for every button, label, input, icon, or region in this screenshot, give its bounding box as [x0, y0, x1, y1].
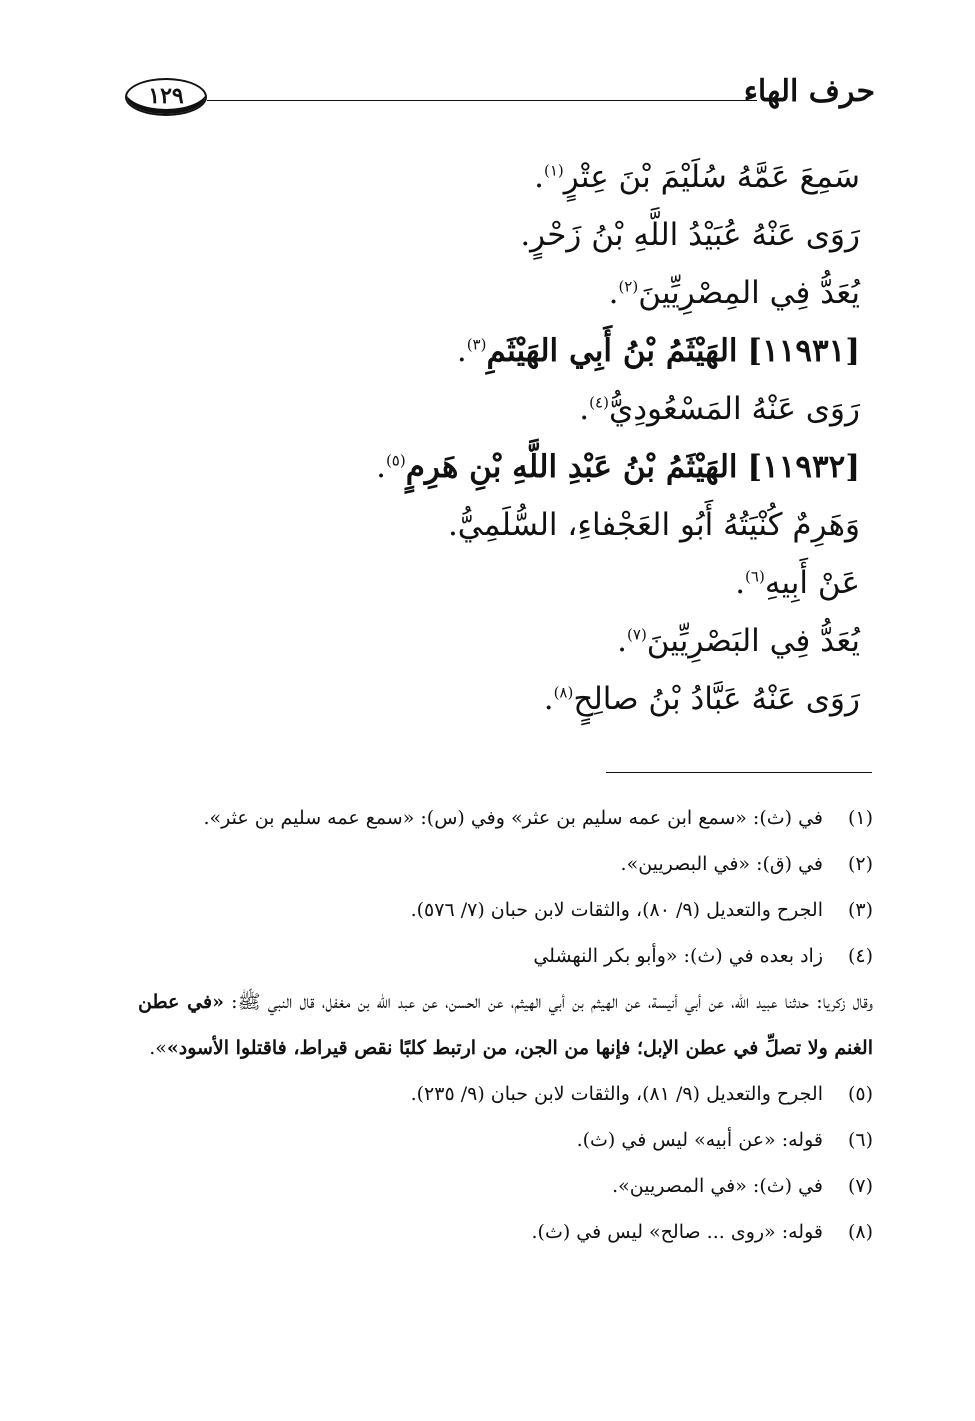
footnote-marker[interactable]: (٣): [466, 335, 487, 354]
text-line: عَنْ أَبِيهِ$^{(٦)}$.: [735, 565, 860, 601]
footnote: [143, 841, 873, 887]
footnote-text: زاد بعده في (ث): «وأبو بكر النهشلي: [533, 945, 823, 967]
footnote: [143, 887, 873, 933]
text-line: وَهَرِمٌ كُنْيَتُهُ أَبُو العَجْفاءِ، السُّلَمِيُّ.: [447, 507, 860, 543]
footnotes: [138, 795, 873, 1255]
entry-number: [١١٩٣٢]: [747, 449, 860, 485]
footnote-marker[interactable]: (٧): [627, 625, 647, 644]
entry-number: [١١٩٣١]: [747, 333, 860, 369]
entry-heading: [١١٩٣٢] الهَيْثَمُ بْنُ عَبْدِ اللَّهِ بْنِ هَرِمٍ$^{(٥)}$.: [376, 449, 860, 485]
footnote: [143, 1117, 873, 1163]
footnote-text: الجرح والتعديل (٩/ ٨٠)، والثقات لابن حبان (٧/ ٥٧٦).: [410, 899, 823, 921]
footnote-text: قوله: «روى ... صالح» ليس في (ث).: [531, 1221, 823, 1243]
text-line: رَوَى عَنْهُ المَسْعُودِيُّ$^{(٤)}$.: [579, 391, 860, 427]
main-text: [120, 148, 860, 728]
footnote-number: (٢): [847, 853, 873, 875]
footnote-number: (٥): [847, 1083, 873, 1105]
footnote-number: (٧): [847, 1175, 873, 1197]
footnote-marker[interactable]: (٦): [745, 567, 765, 586]
footnote: [143, 795, 873, 841]
footnote: [143, 933, 873, 979]
footnote-number: (٤): [847, 945, 873, 967]
footnote-number: (٨): [847, 1221, 873, 1243]
footnote-text: في (ث): «في المصريين».: [612, 1175, 823, 1197]
footnote-text: في (ث): «سمع ابن عمه سليم بن عثر» وفي (س): «سمع عمه سليم بن عثر».: [203, 807, 823, 829]
text-line: يُعَدُّ فِي البَصْرِيِّينَ$^{(٧)}$.: [617, 623, 860, 659]
chapter-title: حرف الهاء: [743, 74, 875, 109]
text-line: يُعَدُّ فِي المِصْرِيِّينَ$^{(٢)}$.: [608, 275, 860, 311]
entry-name: الهَيْثَمُ بْنُ أَبِي الهَيْثَمِ: [486, 333, 738, 369]
text-line: رَوَى عَنْهُ عُبَيْدُ اللَّهِ بْنُ زَحْرٍ.: [520, 217, 860, 253]
entry-heading: [١١٩٣١] الهَيْثَمُ بْنُ أَبِي الهَيْثَمِ$^{(٣)}$.: [456, 333, 860, 369]
text-line: سَمِعَ عَمَّهُ سُلَيْمَ بْنَ عِتْرٍ$^{(١)}$.: [534, 159, 860, 195]
footnote-marker[interactable]: (٤): [589, 393, 609, 412]
entry-name: الهَيْثَمُ بْنُ عَبْدِ اللَّهِ بْنِ هَرِمٍ: [405, 449, 738, 485]
footnote-continuation: وقال زكريا: حدثنا عبيد الله، عن أبي أنيسة، عن الهيثم بن أبي الهيثم، عن الحسن، عن عبد الله بن مغفل، قال النبي ﷺ: «في عطن الغنم ولا تصلِّ في عطن الإبل؛ فإنها من الجن، من ارتبط كلبًا نقص قيراط، فاقتلوا الأسود»».: [138, 991, 873, 1059]
footnote-marker[interactable]: (١): [543, 161, 564, 180]
text-line: رَوَى عَنْهُ عَبَّادُ بْنُ صالِحٍ$^{(٨)}$.: [543, 681, 860, 717]
hadith-quote: «في عطن الغنم ولا تصلِّ في عطن الإبل؛ فإنها من الجن، من ارتبط كلبًا نقص قيراط، فاقتلوا الأسود»: [138, 991, 873, 1059]
footnote-number: (٣): [847, 899, 873, 921]
footnote: [143, 1071, 873, 1117]
footnote-text: قوله: «عن أبيه» ليس في (ث).: [576, 1129, 823, 1151]
page-number-badge: ١٢٩: [125, 78, 207, 116]
footnote: [143, 1163, 873, 1209]
footnote-number: (١): [847, 807, 873, 829]
footnote-number: (٦): [847, 1129, 873, 1151]
footnote-text: في (ق): «في البصريين».: [620, 853, 823, 875]
footnote-text: الجرح والتعديل (٩/ ٨١)، والثقات لابن حبان (٩/ ٢٣٥).: [410, 1083, 823, 1105]
page-header: [125, 70, 875, 130]
footnote-marker[interactable]: (٢): [618, 277, 639, 296]
header-rule: [207, 100, 757, 101]
footnote: [143, 1209, 873, 1255]
footnote-separator: [606, 772, 872, 773]
footnote-marker[interactable]: (٥): [385, 451, 406, 470]
footnote-marker[interactable]: (٨): [553, 683, 574, 702]
